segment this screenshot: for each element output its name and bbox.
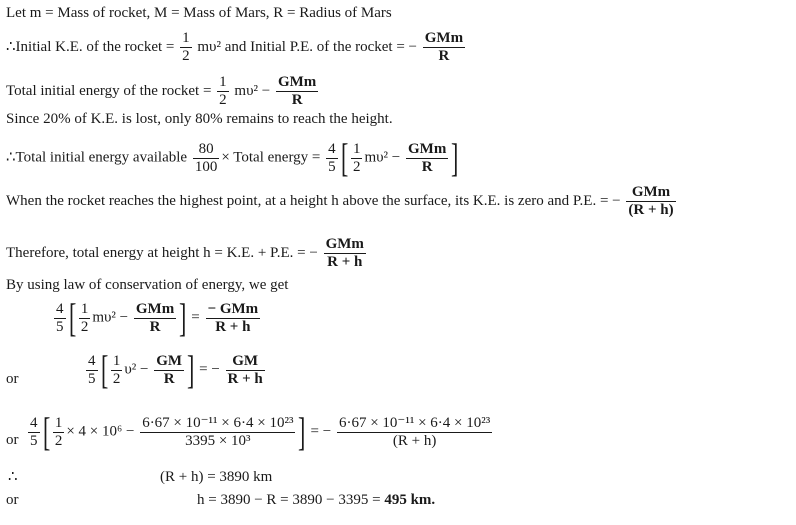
- v2-term: υ² −: [124, 361, 149, 378]
- left-bracket: [: [68, 295, 76, 340]
- mv2-term: mυ² −: [230, 82, 271, 99]
- left-bracket: [: [42, 409, 50, 454]
- four-fifths-fraction: $\frac{4}{5}$: [30, 414, 38, 449]
- conservation-line: [6, 276, 288, 294]
- mv2-term: mυ² −: [364, 149, 401, 166]
- equals-minus: = −: [310, 423, 332, 440]
- h-equation: h = 3890 − R = 3890 − 3395 =: [197, 492, 385, 508]
- half-fraction: $\frac{1}{2}$: [352, 140, 361, 175]
- highest-point-line: [6, 184, 678, 219]
- right-bracket: ]: [187, 347, 195, 392]
- gmm-over-rh-fraction: $\frac{\text{GMm}}{(R + h)}$: [628, 184, 674, 218]
- half-fraction: $\frac{1}{2}$: [219, 74, 227, 108]
- times-total-energy: × Total energy =: [221, 149, 321, 166]
- gmm-over-r-fraction: $\frac{\text{GMm}}{R}$: [408, 140, 447, 175]
- gmm-over-r-fraction: $\frac{\text{GMm}}{R}$: [277, 74, 317, 108]
- definitions-line: [6, 4, 392, 22]
- energy-at-height-line: [6, 236, 368, 271]
- total-energy-label: Total initial energy of the rocket =: [6, 82, 216, 99]
- energy-available-line: [6, 135, 460, 180]
- right-bracket: ]: [298, 409, 306, 454]
- half-fraction: $\frac{1}{2}$: [80, 300, 89, 335]
- pe-label: mυ² and Initial P.E. of the rocket = −: [193, 38, 418, 55]
- mv2-term: mυ² −: [92, 309, 129, 326]
- equation-2: [84, 347, 267, 392]
- left-bracket: [: [100, 347, 108, 392]
- h-result-line: [197, 491, 435, 509]
- eighty-percent-fraction: $\frac{80}{100}$: [194, 140, 218, 175]
- half-fraction: $\frac{1}{2}$: [182, 30, 190, 64]
- gm-over-rh-fraction: $\frac{GM}{R + h}$: [227, 352, 263, 387]
- four-fifths-fraction: $\frac{4}{5}$: [328, 140, 336, 175]
- equals-minus: = −: [199, 361, 220, 378]
- or-label-2: or: [6, 371, 19, 387]
- right-bracket: ]: [451, 135, 459, 180]
- energy-at-height-text: Therefore, total energy at height h = K.E. + P.E. = −: [6, 244, 318, 261]
- gmm-over-r-fraction: $\frac{\text{GMm}}{R}$: [135, 300, 175, 335]
- definitions-text: Let m = Mass of rocket, M = Mass of Mars, R = Radius of Mars: [6, 5, 392, 21]
- half-fraction: $\frac{1}{2}$: [54, 414, 63, 449]
- highest-point-text: When the rocket reaches the highest point, at a height h above the surface, its K.E. is zero and P.E. = −: [6, 192, 621, 209]
- gmm-over-rh-fraction: $\frac{\text{GMm}}{R + h}$: [325, 236, 364, 270]
- rh-result: (R + h) = 3890 km: [160, 469, 273, 485]
- times-4e6-term: × 4 × 10⁶ −: [66, 423, 135, 440]
- therefore-symbol: ∴: [8, 469, 18, 485]
- conservation-text: By using law of conservation of energy, we get: [6, 277, 289, 293]
- equation-3: [26, 409, 494, 454]
- equation-1: [52, 295, 262, 340]
- four-fifths-fraction: $\frac{4}{5}$: [56, 300, 64, 335]
- energy-available-label: ∴Total initial energy available: [6, 149, 188, 166]
- gm-over-r-fraction: $\frac{GM}{R}$: [156, 352, 183, 387]
- four-fifths-fraction: $\frac{4}{5}$: [88, 352, 96, 387]
- neg-gmm-over-rh-fraction: $\frac{\text{− GMm}}{R + h}$: [207, 300, 259, 335]
- or-label-4: or: [6, 492, 19, 508]
- big-fraction-right: $\frac{\text{6·67 × 10⁻¹¹ × 6·4 × 10²³}}{(R + h)}$: [338, 414, 491, 449]
- ke-label: ∴Initial K.E. of the rocket =: [6, 38, 179, 55]
- left-bracket: [: [340, 135, 348, 180]
- big-fraction-left: $\frac{\text{6·67 × 10⁻¹¹ × 6·4 × 10²³}}{\text{3395 × 10³}}$: [142, 414, 294, 449]
- half-fraction: $\frac{1}{2}$: [112, 352, 121, 387]
- right-bracket: ]: [179, 295, 187, 340]
- initial-ke-pe-line: [6, 30, 467, 65]
- equals-sign: =: [191, 309, 200, 326]
- ke-loss-line: [6, 110, 393, 128]
- total-initial-energy-line: [6, 74, 320, 109]
- final-answer: 495 km.: [384, 492, 436, 508]
- or-label-3: or: [6, 432, 19, 448]
- ke-loss-text: Since 20% of K.E. is lost, only 80% remains to reach the height.: [6, 111, 393, 127]
- gmm-over-r-fraction: $\frac{\text{GMm}}{R}$: [424, 30, 464, 64]
